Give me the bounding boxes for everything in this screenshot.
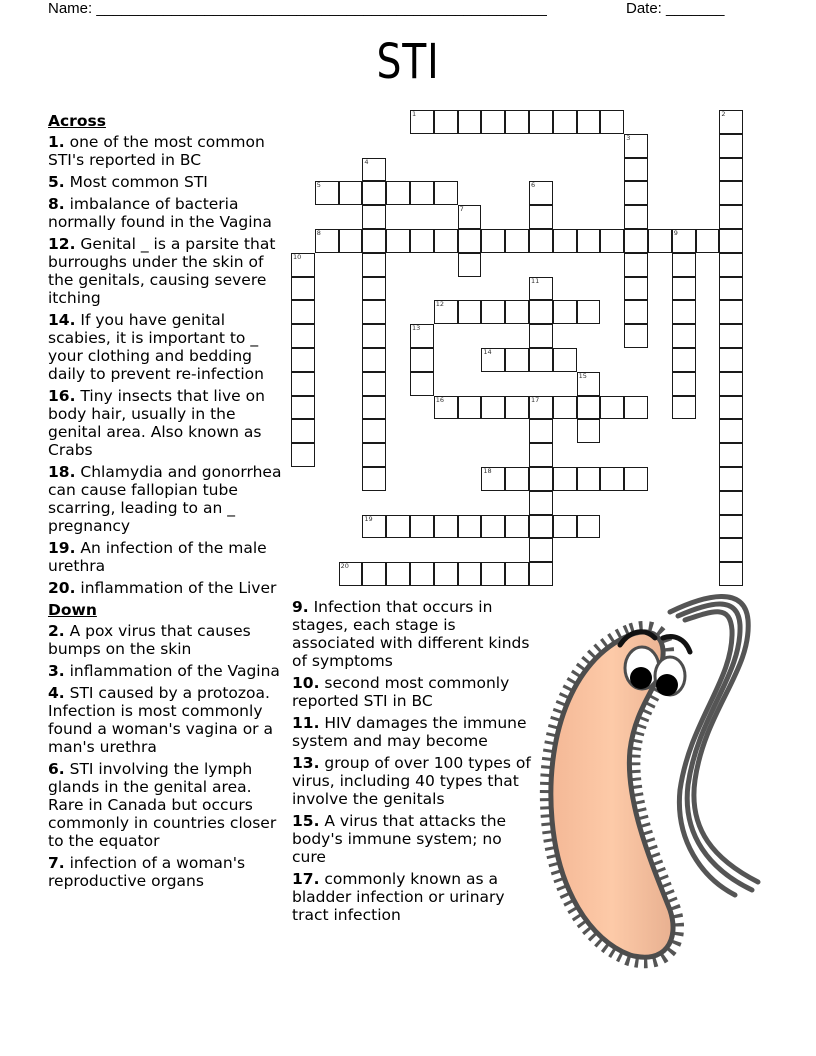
grid-cell[interactable]: [577, 229, 601, 253]
cell-number: 15: [578, 371, 587, 380]
grid-cell[interactable]: [600, 396, 624, 420]
down-heading: Down: [48, 601, 97, 619]
grid-cell[interactable]: [672, 229, 696, 253]
cell-number: 12: [435, 300, 445, 309]
grid-cell[interactable]: [410, 110, 434, 134]
grid-cell[interactable]: [529, 348, 553, 372]
clue-number: 14.: [48, 311, 76, 329]
grid-cell[interactable]: [672, 324, 696, 348]
grid-cell[interactable]: [529, 181, 553, 205]
grid-cell[interactable]: [505, 348, 529, 372]
grid-cell[interactable]: [529, 538, 553, 562]
grid-cell[interactable]: [458, 300, 482, 324]
grid-cell[interactable]: [719, 348, 743, 372]
grid-cell[interactable]: [481, 229, 505, 253]
clue-text: inflammation of the Liver: [75, 579, 277, 597]
grid-cell[interactable]: [434, 396, 458, 420]
cell-number: 11: [531, 276, 540, 285]
grid-cell[interactable]: [410, 515, 434, 539]
grid-cell[interactable]: [362, 396, 386, 420]
clue-text: STI caused by a protozoa. Infection is most commonly found a woman's vagina or a man's urethra: [48, 684, 273, 756]
grid-cell[interactable]: [577, 372, 601, 396]
grid-cell[interactable]: [672, 372, 696, 396]
grid-cell[interactable]: [505, 562, 529, 586]
grid-cell[interactable]: [672, 253, 696, 277]
worksheet-header: [0, 0, 816, 20]
grid-cell[interactable]: [719, 562, 743, 586]
cell-number: 4: [364, 157, 369, 166]
grid-cell[interactable]: [481, 562, 505, 586]
cell-number: 1: [412, 110, 417, 118]
grid-cell[interactable]: [505, 467, 529, 491]
cell-number: 6: [531, 181, 536, 190]
clue-number: 2.: [48, 622, 65, 640]
clue-item: [292, 870, 532, 924]
grid-cell[interactable]: [624, 467, 648, 491]
grid-cell[interactable]: [529, 467, 553, 491]
grid-cell[interactable]: [434, 181, 458, 205]
grid-cell[interactable]: [672, 300, 696, 324]
grid-cell[interactable]: [315, 229, 339, 253]
clue-number: 20.: [48, 579, 76, 597]
clue-item: [48, 311, 288, 383]
grid-cell[interactable]: [434, 515, 458, 539]
grid-cell[interactable]: [719, 277, 743, 301]
grid-cell[interactable]: [600, 467, 624, 491]
cell-number: 13: [412, 324, 421, 333]
grid-cell[interactable]: [481, 515, 505, 539]
clue-item: [48, 684, 288, 756]
grid-cell[interactable]: [481, 300, 505, 324]
grid-cell[interactable]: [529, 277, 553, 301]
grid-cell[interactable]: [458, 253, 482, 277]
clue-text: one of the most common STI's reported in BC: [48, 133, 265, 169]
grid-cell[interactable]: [529, 419, 553, 443]
date-field[interactable]: Date: _______: [626, 0, 725, 17]
clue-item: [48, 195, 288, 231]
clue-number: 3.: [48, 662, 65, 680]
cell-number: 5: [316, 181, 321, 190]
grid-cell[interactable]: [624, 134, 648, 158]
grid-cell[interactable]: [719, 181, 743, 205]
grid-cell[interactable]: [529, 443, 553, 467]
clue-text: HIV damages the immune system and may become: [292, 714, 527, 750]
grid-cell[interactable]: [719, 158, 743, 182]
grid-cell[interactable]: [577, 300, 601, 324]
grid-cell[interactable]: [719, 538, 743, 562]
cell-number: 3: [626, 133, 631, 142]
grid-cell[interactable]: [315, 181, 339, 205]
grid-cell[interactable]: [434, 229, 458, 253]
grid-cell[interactable]: [719, 300, 743, 324]
grid-cell[interactable]: [291, 324, 315, 348]
down-clue-list: [48, 622, 288, 890]
cell-number: 9: [673, 229, 678, 237]
grid-cell[interactable]: [553, 300, 577, 324]
grid-cell[interactable]: [362, 300, 386, 324]
grid-cell[interactable]: [505, 110, 529, 134]
page-title: STI: [376, 34, 440, 90]
grid-cell[interactable]: [577, 396, 601, 420]
clue-text: STI involving the lymph glands in the genital area. Rare in Canada but occurs commonly in countries closer to the equator: [48, 760, 277, 850]
name-field[interactable]: Name: ______________________________________________________: [48, 0, 547, 17]
grid-cell[interactable]: [624, 181, 648, 205]
clues-mid-column: [292, 598, 532, 928]
grid-cell[interactable]: [362, 562, 386, 586]
grid-cell[interactable]: [458, 205, 482, 229]
grid-cell[interactable]: [339, 229, 363, 253]
grid-cell[interactable]: [505, 396, 529, 420]
bacterium-icon: [530, 590, 770, 980]
grid-cell[interactable]: [719, 110, 743, 134]
clue-number: 13.: [292, 754, 320, 772]
clue-number: 5.: [48, 173, 65, 191]
clue-item: [292, 812, 532, 866]
clue-item: [48, 662, 288, 680]
grid-cell[interactable]: [719, 324, 743, 348]
cell-number: 18: [483, 467, 492, 475]
grid-cell[interactable]: [624, 396, 648, 420]
clue-number: 18.: [48, 463, 76, 481]
grid-cell[interactable]: [600, 229, 624, 253]
grid-cell[interactable]: [624, 205, 648, 229]
grid-cell[interactable]: [458, 396, 482, 420]
grid-cell[interactable]: [719, 372, 743, 396]
grid-cell[interactable]: [291, 277, 315, 301]
grid-cell[interactable]: [362, 229, 386, 253]
grid-cell[interactable]: [719, 515, 743, 539]
cell-number: 17: [531, 395, 540, 404]
grid-cell[interactable]: [696, 229, 720, 253]
cell-number: 16: [435, 395, 445, 404]
clues-left-column: [48, 112, 288, 894]
clue-number: 16.: [48, 387, 76, 405]
grid-cell[interactable]: [529, 110, 553, 134]
clue-text: Chlamydia and gonorrhea can cause fallopian tube scarring, leading to an _ pregnancy: [48, 463, 282, 535]
clue-text: commonly known as a bladder infection or urinary tract infection: [292, 870, 505, 924]
grid-cell[interactable]: [481, 110, 505, 134]
grid-cell[interactable]: [291, 348, 315, 372]
grid-cell[interactable]: [719, 396, 743, 420]
grid-cell[interactable]: [600, 110, 624, 134]
grid-cell[interactable]: [577, 110, 601, 134]
grid-cell[interactable]: [672, 277, 696, 301]
grid-cell[interactable]: [553, 348, 577, 372]
grid-cell[interactable]: [577, 467, 601, 491]
grid-cell[interactable]: [505, 300, 529, 324]
grid-cell[interactable]: [481, 396, 505, 420]
clue-number: 4.: [48, 684, 65, 702]
clue-number: 8.: [48, 195, 65, 213]
cell-number: 7: [459, 205, 464, 214]
grid-cell[interactable]: [719, 253, 743, 277]
grid-cell[interactable]: [291, 300, 315, 324]
grid-cell[interactable]: [529, 396, 553, 420]
grid-cell[interactable]: [339, 181, 363, 205]
grid-cell[interactable]: [719, 467, 743, 491]
cell-number: 8: [316, 229, 321, 237]
grid-cell[interactable]: [505, 229, 529, 253]
cell-number: 19: [364, 514, 373, 523]
clue-item: [48, 235, 288, 307]
grid-cell[interactable]: [529, 229, 553, 253]
clue-item: [48, 539, 288, 575]
clue-text: inflammation of the Vagina: [64, 662, 280, 680]
grid-cell[interactable]: [434, 300, 458, 324]
grid-cell[interactable]: [481, 467, 505, 491]
grid-cell[interactable]: [529, 300, 553, 324]
grid-cell[interactable]: [362, 324, 386, 348]
across-heading: Across: [48, 112, 106, 130]
clue-item: [48, 133, 288, 169]
cell-number: 10: [293, 252, 302, 261]
grid-cell[interactable]: [719, 205, 743, 229]
clue-text: second most commonly reported STI in BC: [292, 674, 510, 710]
clue-item: [48, 760, 288, 850]
grid-cell[interactable]: [719, 443, 743, 467]
clue-text: infection of a woman's reproductive organs: [48, 854, 246, 890]
grid-cell[interactable]: [624, 229, 648, 253]
grid-cell[interactable]: [291, 372, 315, 396]
cell-number: 14: [483, 348, 492, 356]
clue-text: Infection that occurs in stages, each stage is associated with different kinds of symptoms: [292, 598, 530, 670]
grid-cell[interactable]: [553, 110, 577, 134]
grid-cell[interactable]: [529, 562, 553, 586]
clue-number: 15.: [292, 812, 320, 830]
clue-item: [48, 579, 288, 597]
clue-text: Tiny insects that live on body hair, usually in the genital area. Also known as Crabs: [48, 387, 265, 459]
grid-cell[interactable]: [386, 515, 410, 539]
grid-cell[interactable]: [648, 229, 672, 253]
grid-cell[interactable]: [434, 110, 458, 134]
clue-item: [292, 714, 532, 750]
clue-item: [48, 173, 288, 191]
grid-cell[interactable]: [719, 419, 743, 443]
clue-item: [48, 387, 288, 459]
grid-cell[interactable]: [410, 348, 434, 372]
grid-cell[interactable]: [529, 205, 553, 229]
grid-cell[interactable]: [624, 253, 648, 277]
grid-cell[interactable]: [624, 300, 648, 324]
grid-cell[interactable]: [719, 229, 743, 253]
grid-cell[interactable]: [291, 419, 315, 443]
crossword-grid: [291, 110, 751, 590]
clue-text: A virus that attacks the body's immune system; no cure: [292, 812, 507, 866]
clue-number: 10.: [292, 674, 320, 692]
grid-cell[interactable]: [362, 158, 386, 182]
grid-cell[interactable]: [410, 324, 434, 348]
clue-item: [48, 463, 288, 535]
grid-cell[interactable]: [434, 562, 458, 586]
grid-cell[interactable]: [624, 324, 648, 348]
grid-cell[interactable]: [553, 229, 577, 253]
grid-cell[interactable]: [624, 158, 648, 182]
clue-number: 9.: [292, 598, 309, 616]
clue-text: If you have genital scabies, it is important to _ your clothing and bedding daily to prevent re-infection: [48, 311, 264, 383]
grid-cell[interactable]: [529, 324, 553, 348]
grid-cell[interactable]: [672, 348, 696, 372]
clue-number: 17.: [292, 870, 320, 888]
clue-item: [292, 674, 532, 710]
grid-cell[interactable]: [719, 134, 743, 158]
clue-item: [292, 598, 532, 670]
grid-cell[interactable]: [458, 562, 482, 586]
grid-cell[interactable]: [410, 562, 434, 586]
grid-cell[interactable]: [529, 515, 553, 539]
grid-cell[interactable]: [386, 181, 410, 205]
cell-number: 20: [340, 562, 349, 571]
grid-cell[interactable]: [362, 515, 386, 539]
grid-cell[interactable]: [672, 396, 696, 420]
grid-cell[interactable]: [624, 277, 648, 301]
grid-cell[interactable]: [291, 253, 315, 277]
grid-cell[interactable]: [386, 229, 410, 253]
grid-cell[interactable]: [362, 419, 386, 443]
cell-number: 2: [721, 110, 726, 118]
grid-cell[interactable]: [410, 181, 434, 205]
clue-number: 19.: [48, 539, 76, 557]
grid-cell[interactable]: [529, 491, 553, 515]
grid-cell[interactable]: [362, 467, 386, 491]
grid-cell[interactable]: [458, 229, 482, 253]
grid-cell[interactable]: [577, 515, 601, 539]
clue-text: A pox virus that causes bumps on the skin: [48, 622, 251, 658]
grid-cell[interactable]: [291, 396, 315, 420]
clue-number: 1.: [48, 133, 65, 151]
grid-cell[interactable]: [410, 229, 434, 253]
grid-cell[interactable]: [339, 562, 363, 586]
clue-text: imbalance of bacteria normally found in the Vagina: [48, 195, 272, 231]
clue-text: group of over 100 types of virus, including 40 types that involve the genitals: [292, 754, 531, 808]
clue-number: 11.: [292, 714, 320, 732]
clue-text: Genital _ is a parsite that burroughs under the skin of the genitals, causing severe itching: [48, 235, 276, 307]
clue-number: 12.: [48, 235, 76, 253]
grid-cell[interactable]: [386, 562, 410, 586]
grid-cell[interactable]: [505, 515, 529, 539]
grid-cell[interactable]: [362, 205, 386, 229]
grid-cell[interactable]: [362, 372, 386, 396]
grid-cell[interactable]: [362, 348, 386, 372]
grid-cell[interactable]: [410, 372, 434, 396]
grid-cell[interactable]: [362, 253, 386, 277]
grid-cell[interactable]: [481, 348, 505, 372]
grid-cell[interactable]: [291, 443, 315, 467]
clue-item: [48, 622, 288, 658]
grid-cell[interactable]: [362, 277, 386, 301]
grid-cell[interactable]: [577, 419, 601, 443]
clue-text: An infection of the male urethra: [48, 539, 267, 575]
clue-item: [48, 854, 288, 890]
across-clue-list: [48, 133, 288, 597]
grid-cell[interactable]: [553, 396, 577, 420]
grid-cell[interactable]: [458, 110, 482, 134]
clue-number: 7.: [48, 854, 65, 872]
grid-cell[interactable]: [553, 467, 577, 491]
grid-cell[interactable]: [719, 491, 743, 515]
grid-cell[interactable]: [362, 181, 386, 205]
down-clue-list-continued: [292, 598, 532, 924]
grid-cell[interactable]: [458, 515, 482, 539]
grid-cell[interactable]: [362, 443, 386, 467]
clue-item: [292, 754, 532, 808]
clue-number: 6.: [48, 760, 65, 778]
clue-text: Most common STI: [64, 173, 208, 191]
bacterium-illustration: [530, 590, 770, 980]
grid-cell[interactable]: [553, 515, 577, 539]
